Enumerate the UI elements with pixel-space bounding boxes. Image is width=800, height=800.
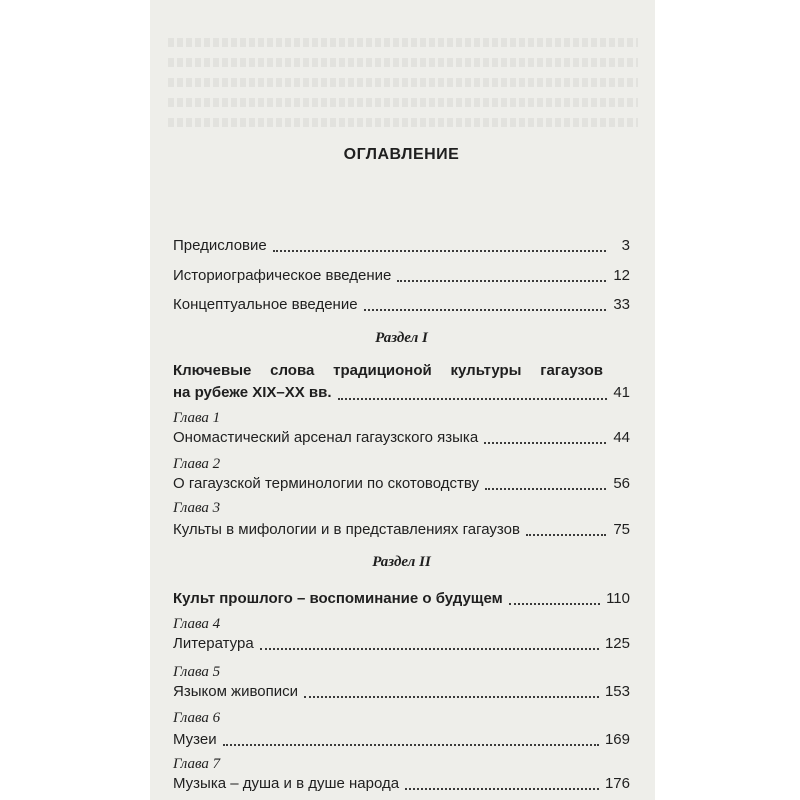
dot-leader [223, 743, 599, 746]
page-number: 12 [613, 267, 630, 284]
page-title: ОГЛАВЛЕНИЕ [343, 146, 460, 163]
toc-entry-chapter5[interactable] [173, 680, 630, 702]
toc-entry-label: Историографическое введение [173, 267, 392, 284]
toc-entry-chapter4[interactable] [173, 632, 630, 654]
page-number: 153 [604, 683, 630, 700]
section-heading-2: Раздел II [372, 554, 431, 570]
dot-leader [405, 787, 599, 790]
toc-entry-label: О гагаузской терминологии по скотоводству [173, 475, 479, 492]
dot-leader [273, 249, 606, 252]
dot-leader [397, 279, 606, 282]
toc-entry-conceptual-intro[interactable] [173, 293, 630, 315]
dot-leader [484, 441, 606, 444]
toc-entry-historiographic-intro[interactable] [173, 264, 630, 286]
dot-leader [526, 533, 606, 536]
toc-entry-label: Литература [173, 635, 254, 652]
page-number: 169 [604, 731, 630, 748]
toc-entry-label: Ономастический арсенал гагаузского языка [173, 429, 479, 446]
page-number: 3 [621, 237, 630, 254]
dot-leader [509, 602, 600, 605]
dot-leader [485, 487, 606, 490]
dot-leader [364, 308, 606, 311]
toc-entry-label: Концептуальное введение [173, 296, 358, 313]
toc-entry-section2-title[interactable] [173, 587, 630, 609]
toc-entry-chapter6[interactable] [173, 728, 630, 750]
section-title-line1: Ключевые слова традиционой культуры гагаузов [173, 362, 603, 379]
chapter-label: Глава 2 [173, 456, 221, 472]
toc-entry-label: Музеи [173, 731, 217, 748]
show-through-line [168, 38, 638, 47]
toc-entry-label: Культ прошлого – воспоминание о будущем [173, 590, 503, 607]
section-title-line2: на рубеже XIX–XX вв. [173, 384, 332, 401]
show-through-line [168, 98, 638, 107]
toc-entry-label: Культы в мифологии и в представлениях гагаузов [173, 521, 520, 538]
page-number: 41 [613, 384, 630, 401]
chapter-label: Глава 6 [173, 710, 221, 726]
toc-entry-chapter3[interactable] [173, 518, 630, 540]
section-heading-1: Раздел I [375, 330, 428, 346]
chapter-label: Глава 7 [173, 756, 221, 772]
chapter-label: Глава 4 [173, 616, 221, 632]
page-number: 125 [604, 635, 630, 652]
dot-leader [260, 647, 599, 650]
toc-entry-label: Предисловие [173, 237, 267, 254]
page-number: 176 [604, 775, 630, 792]
dot-leader [304, 695, 599, 698]
page-number: 56 [613, 475, 630, 492]
toc-entry-chapter7[interactable] [173, 772, 630, 794]
toc-entry-label: Языком живописи [173, 683, 298, 700]
dot-leader [338, 398, 608, 400]
chapter-label: Глава 5 [173, 664, 221, 680]
show-through-line [168, 58, 638, 67]
chapter-label: Глава 1 [173, 410, 221, 426]
page-number: 110 [606, 590, 630, 607]
show-through-line [168, 78, 638, 87]
page-number: 33 [613, 296, 630, 313]
page-number: 75 [613, 521, 630, 538]
toc-entry-label: Музыка – душа и в душе народа [173, 775, 400, 792]
toc-entry-preface[interactable] [173, 234, 630, 256]
toc-entry-chapter2[interactable] [173, 472, 630, 494]
toc-entry-chapter1[interactable] [173, 426, 630, 448]
toc-entry-section1-title[interactable] [173, 360, 630, 404]
show-through-line [168, 118, 638, 127]
chapter-label: Глава 3 [173, 500, 221, 516]
page-number: 44 [613, 429, 630, 446]
